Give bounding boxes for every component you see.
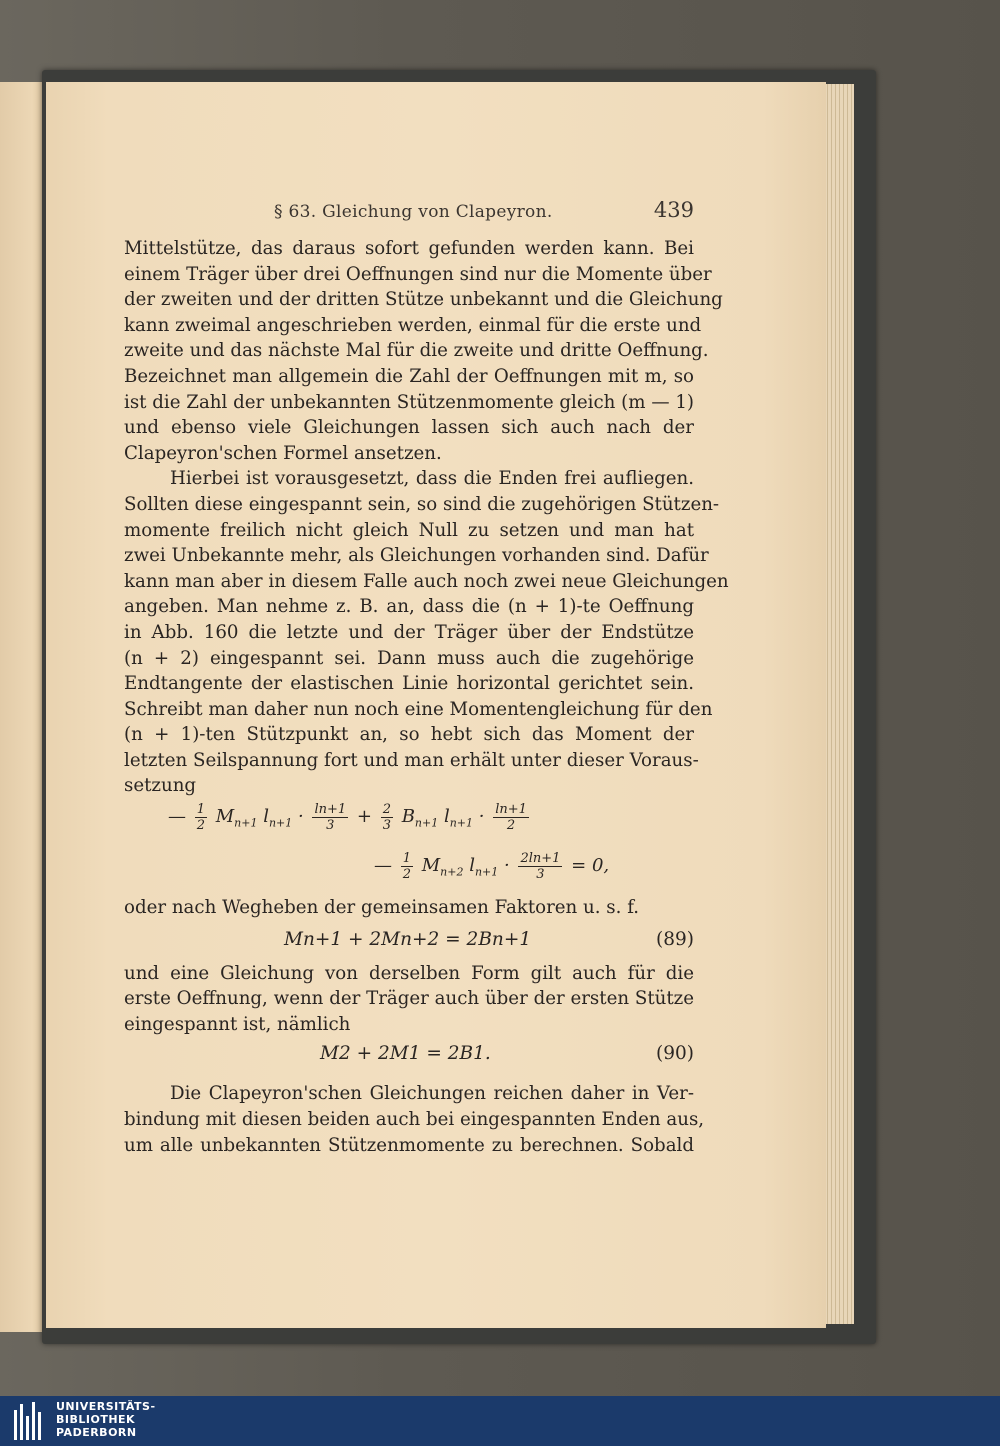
equation-90-body: M2 + 2M1 = 2B1. xyxy=(320,1043,491,1065)
text-line: der zweiten und der dritten Stütze unbekannt und die Gleichung xyxy=(124,289,723,311)
text-line: ist die Zahl der unbekannten Stützenmomente gleich (m — 1) xyxy=(124,391,694,413)
formula-text: = 0, xyxy=(565,855,610,877)
text-line: bindung mit diesen beiden auch bei eingespannten Enden aus, xyxy=(124,1109,705,1131)
formula-subscript: n+1 xyxy=(474,865,499,879)
paragraph-3 xyxy=(124,895,694,921)
fraction xyxy=(401,851,413,882)
fraction xyxy=(381,802,393,833)
text-line: einem Träger über drei Oeffnungen sind nur die Momente über xyxy=(124,263,712,285)
left-facing-page-edge xyxy=(0,82,46,1332)
fraction xyxy=(195,802,207,833)
formula-text: l xyxy=(438,806,450,828)
text-line: Endtangente der elastischen Linie horizontal gerichtet sein. xyxy=(124,673,694,695)
text-line: Die Clapeyron'schen Gleichungen reichen daher in Ver- xyxy=(170,1083,694,1105)
logo-line: BIBLIOTHEK xyxy=(56,1413,136,1426)
text-line: oder nach Wegheben der gemeinsamen Faktoren u. s. f. xyxy=(124,897,640,919)
paragraph-5 xyxy=(124,1081,705,1158)
text-line: kann zweimal angeschrieben werden, einmal für die erste und xyxy=(124,314,702,336)
text-line: Clapeyron'schen Formel ansetzen. xyxy=(124,442,442,464)
paragraph-2 xyxy=(124,466,729,799)
formula-text: · xyxy=(292,806,310,828)
text-line: Bezeichnet man allgemein die Zahl der Oeffnungen mit m, so xyxy=(124,365,694,387)
formula-subscript: n+1 xyxy=(234,816,258,830)
formula-text: · xyxy=(473,806,491,828)
fraction-denominator: 3 xyxy=(382,817,391,833)
text-line: Sollten diese eingespannt sein, so sind die zugehörigen Stützen- xyxy=(124,493,720,515)
formula-text: — xyxy=(168,806,192,828)
fraction-numerator: 1 xyxy=(402,850,412,866)
text-line: in Abb. 160 die letzte und der Träger über der Endstütze xyxy=(124,621,694,643)
equation-89-body: Mn+1 + 2Mn+2 = 2Bn+1 xyxy=(284,928,532,950)
text-line: Schreibt man daher nun noch eine Momentengleichung für den xyxy=(124,698,713,720)
formula-subscript: n+2 xyxy=(440,865,464,879)
equation-89-number: (89) xyxy=(656,928,694,950)
paragraph-4 xyxy=(124,961,694,1038)
fraction-denominator: 2 xyxy=(196,817,206,833)
fraction-denominator: 2 xyxy=(402,866,412,882)
text-line: um alle unbekannten Stützenmomente zu berechnen. Sobald xyxy=(124,1134,694,1156)
fraction xyxy=(493,802,529,833)
equation-90-number: (90) xyxy=(656,1043,694,1065)
fraction-numerator: 2ln+1 xyxy=(520,850,561,866)
text-line: letzten Seilspannung fort und man erhält unter dieser Voraus- xyxy=(124,749,699,771)
formula-text: · xyxy=(498,855,516,877)
logo-line: UNIVERSITÄTS- xyxy=(56,1400,156,1413)
library-logo-bar xyxy=(0,1396,1000,1446)
library-logo-icon xyxy=(14,1402,48,1440)
formula-text: l xyxy=(257,806,269,828)
fraction-numerator: 1 xyxy=(196,801,206,817)
paragraph-1 xyxy=(124,236,723,466)
text-line: zweite und das nächste Mal für die zweite und dritte Oeffnung. xyxy=(124,340,709,362)
library-logo-text xyxy=(56,1400,156,1439)
text-line: zwei Unbekannte mehr, als Gleichungen vorhanden sind. Dafür xyxy=(124,545,709,567)
section-title: § 63. Gleichung von Clapeyron. xyxy=(274,202,553,222)
formula-text: M xyxy=(210,806,235,828)
formula-text: M xyxy=(416,855,441,877)
page-number: 439 xyxy=(653,198,694,222)
text-line: kann man aber in diesem Falle auch noch zwei neue Gleichungen xyxy=(124,570,729,592)
text-line: Mittelstütze, das daraus sofort gefunden werden kann. Bei xyxy=(124,238,694,259)
fraction xyxy=(312,802,348,833)
text-line: eingespannt ist, nämlich xyxy=(124,1013,351,1035)
formula-main-line-1 xyxy=(124,793,694,841)
text-line: angeben. Man nehme z. B. an, dass die (n + 1)-te Oeffnung xyxy=(124,596,694,618)
text-line: (n + 1)-ten Stützpunkt an, so hebt sich das Moment der xyxy=(124,724,694,746)
formula-text: B xyxy=(395,806,415,828)
fraction-numerator: ln+1 xyxy=(495,801,527,817)
text-line: und eine Gleichung von derselben Form gilt auch für die xyxy=(124,962,694,984)
formula-main-line-2 xyxy=(124,841,694,891)
fraction xyxy=(518,851,562,882)
equation-89 xyxy=(124,927,694,961)
formula-text: — xyxy=(374,855,398,877)
fraction-denominator: 2 xyxy=(506,817,516,833)
formula-text: + xyxy=(351,806,378,828)
fraction-numerator: ln+1 xyxy=(314,801,347,817)
text-line: Hierbei ist vorausgesetzt, dass die Enden frei aufliegen. xyxy=(170,468,694,490)
text-line: setzung xyxy=(124,775,197,797)
formula-subscript: n+1 xyxy=(414,816,439,830)
text-line: (n + 2) eingespannt sei. Dann muss auch die zugehörige xyxy=(124,647,694,669)
fraction-denominator: 3 xyxy=(536,866,545,882)
text-line: momente freilich nicht gleich Null zu setzen und man hat xyxy=(124,519,694,541)
formula-subscript: n+1 xyxy=(449,816,474,830)
book-page xyxy=(46,82,826,1328)
body-text xyxy=(124,236,729,1158)
fraction-denominator: 3 xyxy=(326,817,335,833)
logo-line: PADERBORN xyxy=(56,1426,137,1439)
text-line: und ebenso viele Gleichungen lassen sich auch nach der xyxy=(124,417,694,439)
equation-90 xyxy=(124,1041,694,1075)
text-line: erste Oeffnung, wenn der Träger auch über der ersten Stütze xyxy=(124,988,694,1010)
formula-text: l xyxy=(463,855,475,877)
fraction-numerator: 2 xyxy=(382,801,391,817)
formula-subscript: n+1 xyxy=(268,816,293,830)
